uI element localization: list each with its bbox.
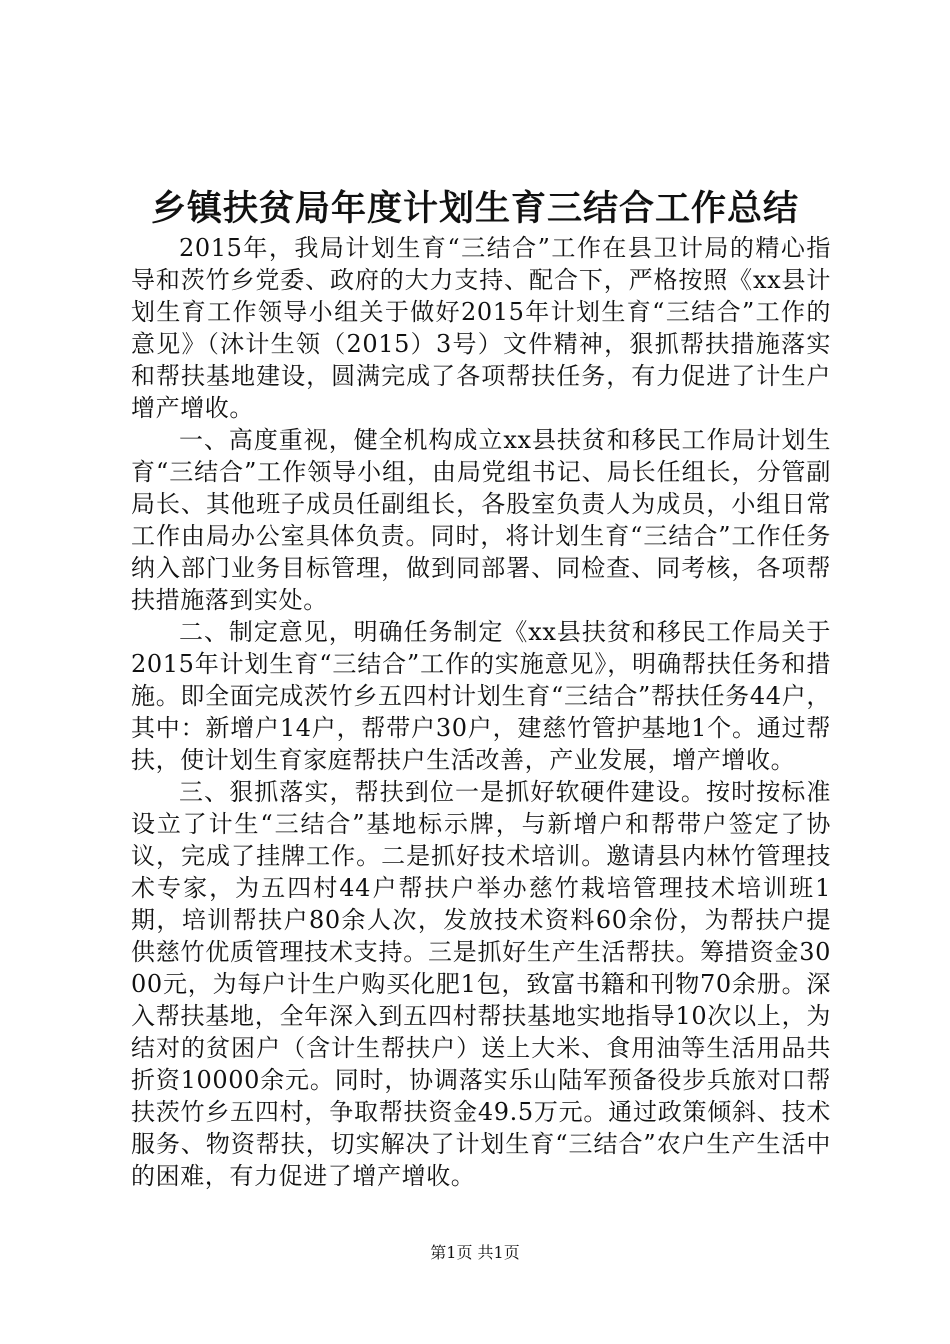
paragraph-intro: 2015年，我局计划生育“三结合”工作在县卫计局的精心指导和茨竹乡党委、政府的大力支持、配合下，严格按照《xx县计划生育工作领导小组关于做好2015年计划生育“三结合”工作的意见》（沐计生领（2015）3号）文件精神，狠抓帮扶措施落实和帮扶基地建设，圆满完成了各项帮扶任务，有力促进了计生户增产增收。 [131,234,831,422]
paragraph-section-2: 二、制定意见，明确任务制定《xx县扶贫和移民工作局关于2015年计划生育“三结合”工作的实施意见》，明确帮扶任务和措施。即全面完成茨竹乡五四村计划生育“三结合”帮扶任务44户，其中：新增户14户，帮带户30户，建慈竹管护基地1个。通过帮扶，使计划生育家庭帮扶户生活改善，产业发展，增产增收。 [131,618,831,774]
page-number-footer: 第1页 共1页 [430,1243,520,1262]
document-body [131,232,831,1192]
paragraph-section-1: 一、高度重视，健全机构成立xx县扶贫和移民工作局计划生育“三结合”工作领导小组，由局党组书记、局长任组长，分管副局长、其他班子成员任副组长，各股室负责人为成员，小组日常工作由局办公室具体负责。同时，将计划生育“三结合”工作任务纳入部门业务目标管理，做到同部署、同检查、同考核，各项帮扶措施落到实处。 [131,426,831,614]
document-title: 乡镇扶贫局年度计划生育三结合工作总结 [150,189,799,229]
paragraph-section-3: 三、狠抓落实，帮扶到位一是抓好软硬件建设。按时按标准设立了计生“三结合”基地标示牌，与新增户和帮带户签定了协议，完成了挂牌工作。二是抓好技术培训。邀请县内林竹管理技术专家，为五四村44户帮扶户举办慈竹栽培管理技术培训班1期，培训帮扶户80余人次，发放技术资料60余份，为帮扶户提供慈竹优质管理技术支持。三是抓好生产生活帮扶。筹措资金3000元，为每户计生户购买化肥1包，致富书籍和刊物70余册。深入帮扶基地，全年深入到五四村帮扶基地实地指导10次以上，为结对的贫困户（含计生帮扶户）送上大米、食用油等生活用品共折资10000余元。同时，协调落实乐山陆军预备役步兵旅对口帮扶茨竹乡五四村，争取帮扶资金49.5万元。通过政策倾斜、技术服务、物资帮扶，切实解决了计划生育“三结合”农户生产生活中的困难，有力促进了增产增收。 [131,778,831,1190]
